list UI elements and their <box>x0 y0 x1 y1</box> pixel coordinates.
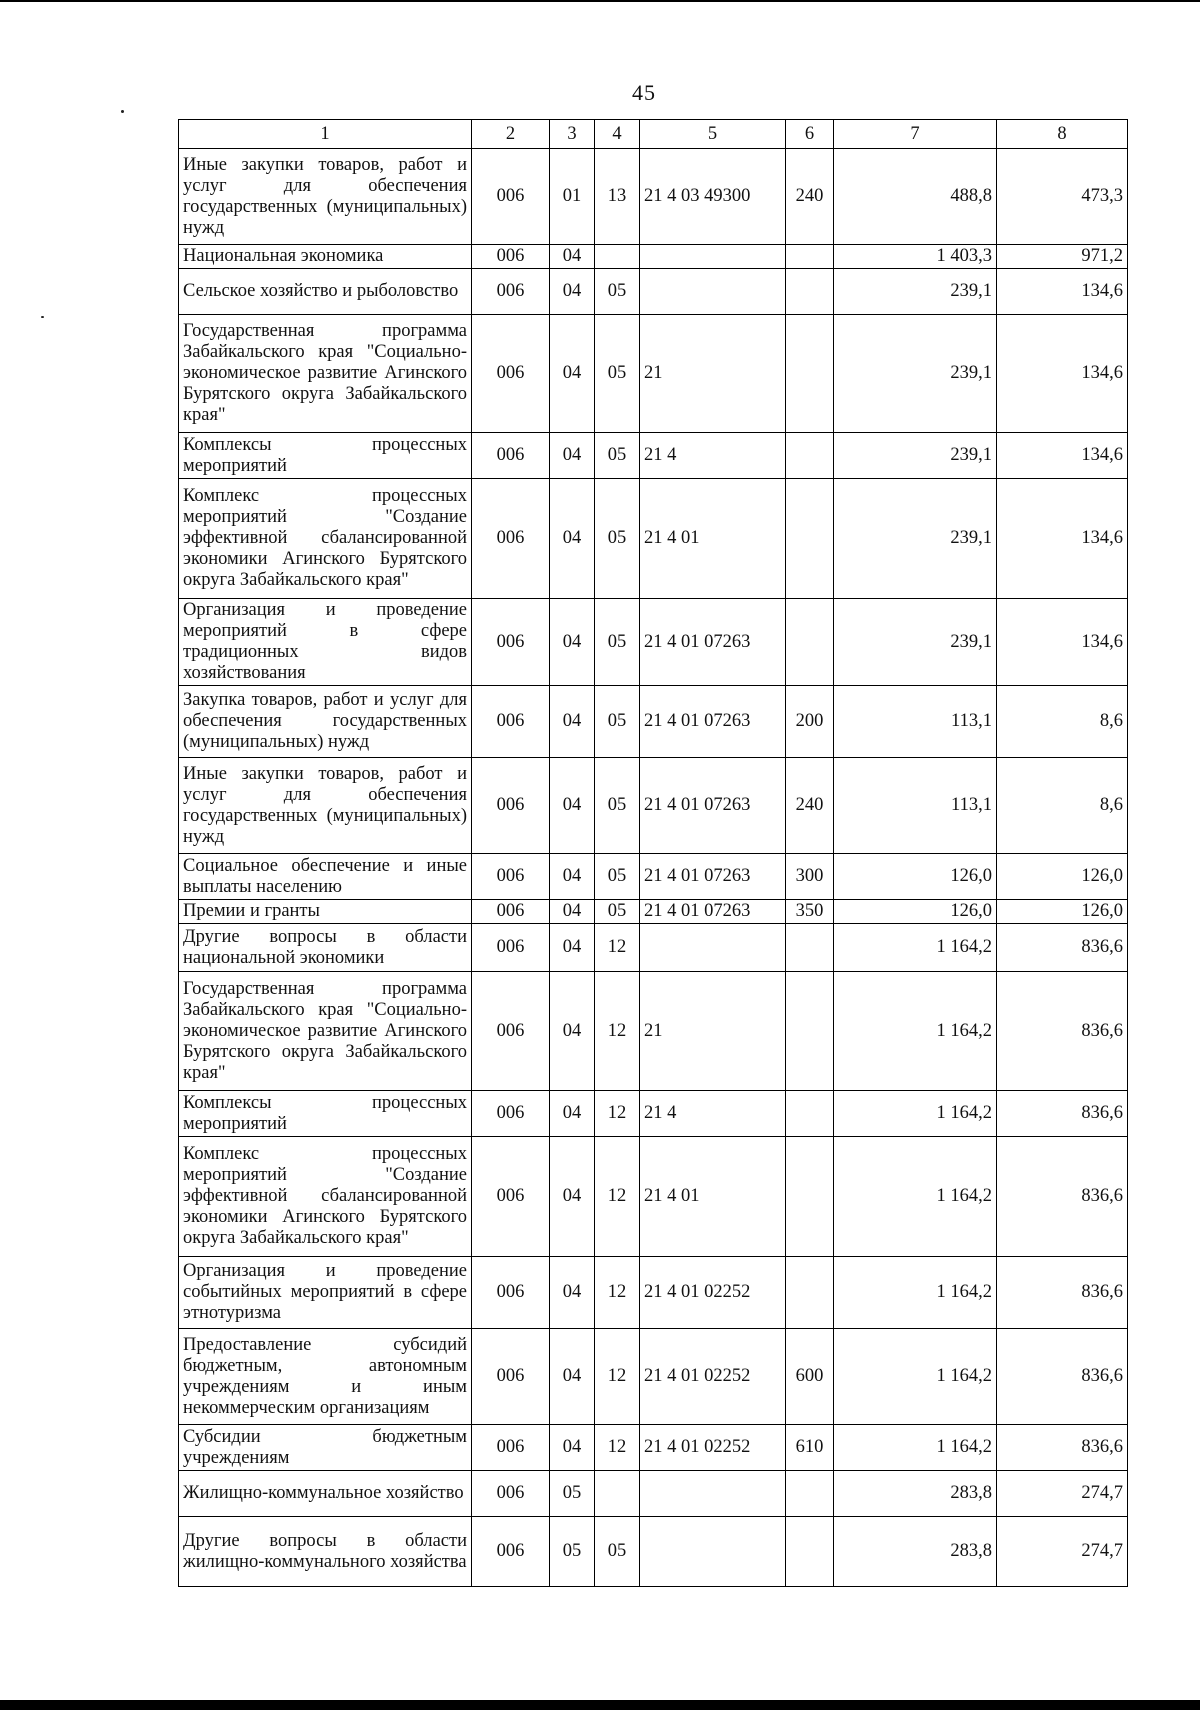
cell-col-4 <box>595 1471 640 1517</box>
cell-col-7: 239,1 <box>834 433 997 479</box>
cell-col-7: 488,8 <box>834 149 997 245</box>
row-name: Субсидии бюджетным учреждениям <box>179 1425 472 1471</box>
cell-col-7: 239,1 <box>834 479 997 599</box>
cell-col-4: 12 <box>595 1329 640 1425</box>
header-row <box>179 120 1128 149</box>
table-row <box>179 972 1128 1091</box>
column-header: 7 <box>834 120 997 149</box>
table-row <box>179 479 1128 599</box>
cell-col-7: 239,1 <box>834 599 997 686</box>
cell-col-5: 21 4 <box>640 433 786 479</box>
cell-col-3: 04 <box>550 854 595 900</box>
cell-col-3: 04 <box>550 924 595 972</box>
cell-col-5 <box>640 924 786 972</box>
row-name: Комплексы процессных мероприятий <box>179 433 472 479</box>
cell-col-4: 12 <box>595 1257 640 1329</box>
table-row <box>179 758 1128 854</box>
cell-col-6: 200 <box>786 686 834 758</box>
cell-col-7: 239,1 <box>834 315 997 433</box>
row-name: Иные закупки товаров, работ и услуг для обеспечения государственных (муниципальных) нужд <box>179 149 472 245</box>
cell-col-7: 283,8 <box>834 1517 997 1587</box>
cell-col-4: 13 <box>595 149 640 245</box>
cell-col-5 <box>640 1471 786 1517</box>
cell-col-3: 04 <box>550 269 595 315</box>
cell-col-8: 8,6 <box>997 758 1128 854</box>
cell-col-8: 836,6 <box>997 1425 1128 1471</box>
table-row <box>179 1257 1128 1329</box>
cell-col-3: 04 <box>550 315 595 433</box>
cell-col-7: 126,0 <box>834 900 997 924</box>
cell-col-2: 006 <box>472 854 550 900</box>
cell-col-5: 21 4 03 49300 <box>640 149 786 245</box>
cell-col-5 <box>640 269 786 315</box>
cell-col-8: 134,6 <box>997 479 1128 599</box>
cell-col-3: 04 <box>550 758 595 854</box>
cell-col-3: 04 <box>550 433 595 479</box>
cell-col-2: 006 <box>472 1517 550 1587</box>
cell-col-6 <box>786 269 834 315</box>
scan-bottom-edge <box>0 1700 1200 1710</box>
row-name: Комплекс процессных мероприятий "Создание эффективной сбалансированной экономики Агинского Бурятского округа Забайкальского края" <box>179 1137 472 1257</box>
table-header <box>179 120 1128 149</box>
cell-col-6 <box>786 1471 834 1517</box>
row-name: Национальная экономика <box>179 245 472 269</box>
cell-col-6: 350 <box>786 900 834 924</box>
table-row <box>179 433 1128 479</box>
cell-col-7: 1 164,2 <box>834 972 997 1091</box>
cell-col-8: 473,3 <box>997 149 1128 245</box>
cell-col-6 <box>786 1257 834 1329</box>
cell-col-6 <box>786 1517 834 1587</box>
table-row <box>179 924 1128 972</box>
scan-speck <box>121 110 124 113</box>
cell-col-8: 836,6 <box>997 1257 1128 1329</box>
cell-col-5: 21 4 01 <box>640 1137 786 1257</box>
cell-col-4: 05 <box>595 269 640 315</box>
cell-col-5: 21 <box>640 315 786 433</box>
cell-col-7: 1 164,2 <box>834 924 997 972</box>
cell-col-4: 05 <box>595 900 640 924</box>
cell-col-5: 21 4 01 02252 <box>640 1425 786 1471</box>
cell-col-8: 836,6 <box>997 1137 1128 1257</box>
cell-col-4: 05 <box>595 479 640 599</box>
cell-col-7: 1 403,3 <box>834 245 997 269</box>
table-row <box>179 1425 1128 1471</box>
row-name: Иные закупки товаров, работ и услуг для обеспечения государственных (муниципальных) нужд <box>179 758 472 854</box>
cell-col-4: 05 <box>595 854 640 900</box>
cell-col-8: 274,7 <box>997 1517 1128 1587</box>
cell-col-4: 12 <box>595 972 640 1091</box>
cell-col-6: 240 <box>786 149 834 245</box>
cell-col-2: 006 <box>472 686 550 758</box>
row-name: Премии и гранты <box>179 900 472 924</box>
cell-col-7: 113,1 <box>834 758 997 854</box>
table-row <box>179 1329 1128 1425</box>
cell-col-2: 006 <box>472 433 550 479</box>
cell-col-3: 04 <box>550 1091 595 1137</box>
page-number: 45 <box>632 80 656 105</box>
row-name: Комплексы процессных мероприятий <box>179 1091 472 1137</box>
row-name: Другие вопросы в области национальной экономики <box>179 924 472 972</box>
cell-col-6: 300 <box>786 854 834 900</box>
table-row <box>179 269 1128 315</box>
cell-col-2: 006 <box>472 149 550 245</box>
cell-col-6 <box>786 599 834 686</box>
table-row <box>179 1091 1128 1137</box>
cell-col-3: 05 <box>550 1471 595 1517</box>
cell-col-4: 12 <box>595 1137 640 1257</box>
row-name: Сельское хозяйство и рыболовство <box>179 269 472 315</box>
cell-col-2: 006 <box>472 479 550 599</box>
cell-col-2: 006 <box>472 1091 550 1137</box>
table-row <box>179 854 1128 900</box>
cell-col-3: 04 <box>550 245 595 269</box>
cell-col-6 <box>786 315 834 433</box>
cell-col-6: 610 <box>786 1425 834 1471</box>
cell-col-3: 04 <box>550 1137 595 1257</box>
scan-top-edge <box>0 0 1200 2</box>
cell-col-7: 283,8 <box>834 1471 997 1517</box>
cell-col-3: 04 <box>550 972 595 1091</box>
cell-col-2: 006 <box>472 599 550 686</box>
cell-col-8: 836,6 <box>997 924 1128 972</box>
cell-col-2: 006 <box>472 1257 550 1329</box>
row-name: Государственная программа Забайкальского края "Социально-экономическое развитие Агинского Бурятского округа Забайкальского края" <box>179 315 472 433</box>
budget-table <box>178 119 1128 1587</box>
cell-col-4: 05 <box>595 1517 640 1587</box>
column-header: 4 <box>595 120 640 149</box>
cell-col-3: 04 <box>550 1329 595 1425</box>
cell-col-5: 21 4 01 07263 <box>640 758 786 854</box>
cell-col-4: 05 <box>595 599 640 686</box>
table-body <box>179 149 1128 1587</box>
cell-col-7: 1 164,2 <box>834 1257 997 1329</box>
cell-col-5 <box>640 245 786 269</box>
table-row <box>179 900 1128 924</box>
cell-col-2: 006 <box>472 758 550 854</box>
cell-col-7: 1 164,2 <box>834 1091 997 1137</box>
cell-col-2: 006 <box>472 1425 550 1471</box>
column-header: 6 <box>786 120 834 149</box>
cell-col-6 <box>786 433 834 479</box>
table-row <box>179 599 1128 686</box>
cell-col-5: 21 4 01 02252 <box>640 1257 786 1329</box>
cell-col-7: 1 164,2 <box>834 1329 997 1425</box>
cell-col-6 <box>786 924 834 972</box>
cell-col-8: 134,6 <box>997 433 1128 479</box>
cell-col-5: 21 4 01 07263 <box>640 599 786 686</box>
cell-col-5: 21 4 01 07263 <box>640 900 786 924</box>
cell-col-7: 1 164,2 <box>834 1137 997 1257</box>
cell-col-2: 006 <box>472 1329 550 1425</box>
cell-col-6: 240 <box>786 758 834 854</box>
cell-col-2: 006 <box>472 245 550 269</box>
cell-col-8: 8,6 <box>997 686 1128 758</box>
cell-col-2: 006 <box>472 900 550 924</box>
row-name: Государственная программа Забайкальского края "Социально-экономическое развитие Агинского Бурятского округа Забайкальского края" <box>179 972 472 1091</box>
cell-col-4: 12 <box>595 1425 640 1471</box>
cell-col-3: 04 <box>550 686 595 758</box>
cell-col-3: 04 <box>550 900 595 924</box>
table-row <box>179 149 1128 245</box>
cell-col-3: 01 <box>550 149 595 245</box>
row-name: Другие вопросы в области жилищно-коммунального хозяйства <box>179 1517 472 1587</box>
cell-col-4 <box>595 245 640 269</box>
cell-col-4: 12 <box>595 1091 640 1137</box>
cell-col-4: 05 <box>595 433 640 479</box>
cell-col-7: 239,1 <box>834 269 997 315</box>
cell-col-5: 21 4 01 07263 <box>640 854 786 900</box>
cell-col-8: 134,6 <box>997 599 1128 686</box>
cell-col-4: 05 <box>595 758 640 854</box>
cell-col-4: 05 <box>595 686 640 758</box>
cell-col-5: 21 4 <box>640 1091 786 1137</box>
cell-col-3: 04 <box>550 1425 595 1471</box>
cell-col-8: 134,6 <box>997 315 1128 433</box>
cell-col-8: 971,2 <box>997 245 1128 269</box>
row-name: Организация и проведение мероприятий в сфере традиционных видов хозяйствования <box>179 599 472 686</box>
cell-col-5: 21 4 01 <box>640 479 786 599</box>
cell-col-8: 836,6 <box>997 1091 1128 1137</box>
table-row <box>179 1471 1128 1517</box>
table-row <box>179 686 1128 758</box>
cell-col-2: 006 <box>472 972 550 1091</box>
row-name: Организация и проведение событийных мероприятий в сфере этнотуризма <box>179 1257 472 1329</box>
cell-col-6: 600 <box>786 1329 834 1425</box>
cell-col-2: 006 <box>472 315 550 433</box>
cell-col-2: 006 <box>472 269 550 315</box>
cell-col-6 <box>786 479 834 599</box>
cell-col-3: 05 <box>550 1517 595 1587</box>
row-name: Предоставление субсидий бюджетным, автономным учреждениям и иным некоммерческим организациям <box>179 1329 472 1425</box>
cell-col-5: 21 4 01 07263 <box>640 686 786 758</box>
cell-col-7: 126,0 <box>834 854 997 900</box>
cell-col-7: 1 164,2 <box>834 1425 997 1471</box>
cell-col-6 <box>786 245 834 269</box>
cell-col-7: 113,1 <box>834 686 997 758</box>
column-header: 8 <box>997 120 1128 149</box>
table-row <box>179 1517 1128 1587</box>
column-header: 2 <box>472 120 550 149</box>
cell-col-6 <box>786 972 834 1091</box>
table-row <box>179 1137 1128 1257</box>
cell-col-6 <box>786 1091 834 1137</box>
cell-col-3: 04 <box>550 479 595 599</box>
cell-col-3: 04 <box>550 1257 595 1329</box>
cell-col-8: 274,7 <box>997 1471 1128 1517</box>
row-name: Социальное обеспечение и иные выплаты населению <box>179 854 472 900</box>
cell-col-2: 006 <box>472 1137 550 1257</box>
cell-col-2: 006 <box>472 1471 550 1517</box>
cell-col-8: 134,6 <box>997 269 1128 315</box>
row-name: Комплекс процессных мероприятий "Создание эффективной сбалансированной экономики Агинского Бурятского округа Забайкальского края" <box>179 479 472 599</box>
column-header: 1 <box>179 120 472 149</box>
column-header: 5 <box>640 120 786 149</box>
cell-col-8: 836,6 <box>997 1329 1128 1425</box>
cell-col-5: 21 4 01 02252 <box>640 1329 786 1425</box>
column-header: 3 <box>550 120 595 149</box>
cell-col-8: 126,0 <box>997 900 1128 924</box>
table-row <box>179 315 1128 433</box>
table-row <box>179 245 1128 269</box>
cell-col-6 <box>786 1137 834 1257</box>
cell-col-8: 126,0 <box>997 854 1128 900</box>
row-name: Жилищно-коммунальное хозяйство <box>179 1471 472 1517</box>
cell-col-4: 12 <box>595 924 640 972</box>
cell-col-5: 21 <box>640 972 786 1091</box>
cell-col-3: 04 <box>550 599 595 686</box>
cell-col-4: 05 <box>595 315 640 433</box>
cell-col-8: 836,6 <box>997 972 1128 1091</box>
cell-col-2: 006 <box>472 924 550 972</box>
row-name: Закупка товаров, работ и услуг для обеспечения государственных (муниципальных) нужд <box>179 686 472 758</box>
scan-speck <box>41 316 44 318</box>
cell-col-5 <box>640 1517 786 1587</box>
